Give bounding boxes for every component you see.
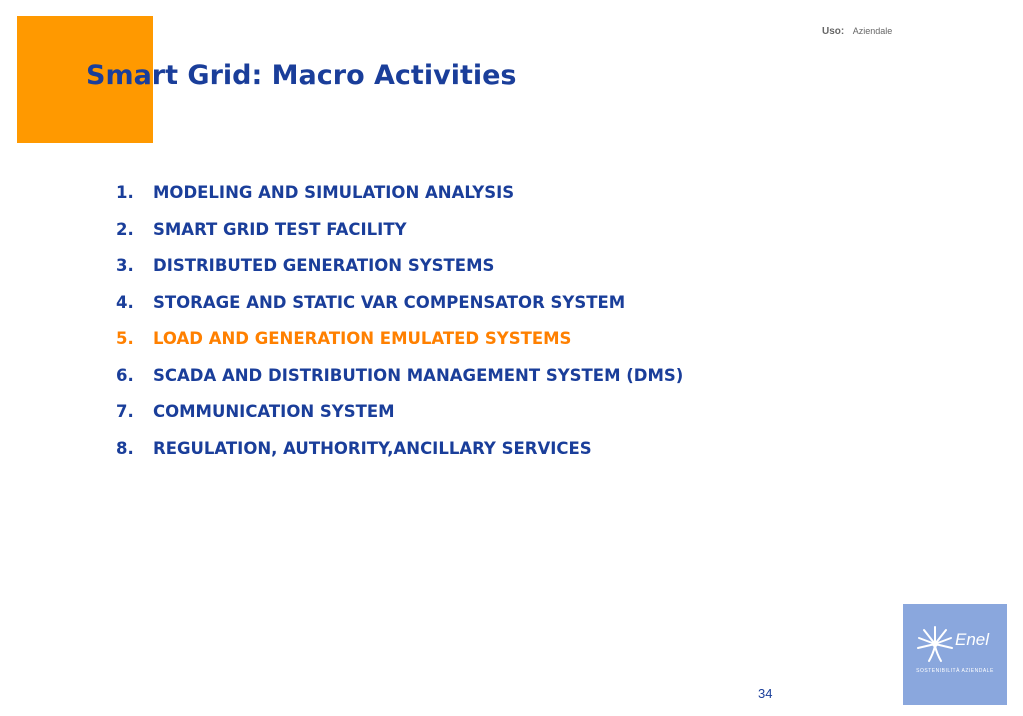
enel-tagline: SOSTENIBILITÀ AZIENDALE <box>916 668 994 674</box>
page-number: 34 <box>758 686 773 701</box>
agenda-item-scada-dms <box>116 363 683 400</box>
agenda-item-modeling <box>116 180 683 217</box>
agenda-item-distributed-generation <box>116 253 683 290</box>
agenda-item-label: SCADA AND DISTRIBUTION MANAGEMENT SYSTEM (DMS) <box>153 365 684 385</box>
usage-value: Aziendale <box>852 26 893 36</box>
enel-logo <box>903 604 1007 705</box>
agenda-item-number: 7. <box>116 402 134 421</box>
usage-label: Uso: <box>822 26 845 37</box>
enel-sun-icon <box>915 624 955 664</box>
agenda-item-label: SMART GRID TEST FACILITY <box>153 219 407 239</box>
agenda-item-label: MODELING AND SIMULATION ANALYSIS <box>153 183 515 202</box>
enel-wordmark: Enel <box>955 630 990 649</box>
agenda-item-label: REGULATION, AUTHORITY,ANCILLARY SERVICES <box>153 438 592 458</box>
agenda-item-number: 5. <box>116 329 134 348</box>
agenda-item-number: 3. <box>116 256 134 275</box>
agenda-item-label: LOAD AND GENERATION EMULATED SYSTEMS <box>153 329 572 348</box>
agenda-item-number: 6. <box>116 365 134 385</box>
usage-classification <box>822 21 892 39</box>
agenda-item-label: DISTRIBUTED GENERATION SYSTEMS <box>153 256 495 275</box>
agenda-item-regulation <box>116 436 683 473</box>
agenda-item-number: 8. <box>116 438 134 458</box>
slide-title: Smart Grid: Macro Activities <box>86 60 517 91</box>
agenda-item-number: 2. <box>116 219 134 239</box>
agenda-item-storage <box>116 290 683 327</box>
agenda-item-label: COMMUNICATION SYSTEM <box>153 402 395 421</box>
agenda-list <box>116 180 683 472</box>
agenda-item-label: STORAGE AND STATIC VAR COMPENSATOR SYSTEM <box>153 292 626 312</box>
agenda-item-test-facility <box>116 217 683 254</box>
agenda-item-communication <box>116 399 683 436</box>
agenda-item-load-emulation-highlighted <box>116 326 683 363</box>
agenda-item-number: 1. <box>116 183 134 202</box>
agenda-item-number: 4. <box>116 292 134 312</box>
